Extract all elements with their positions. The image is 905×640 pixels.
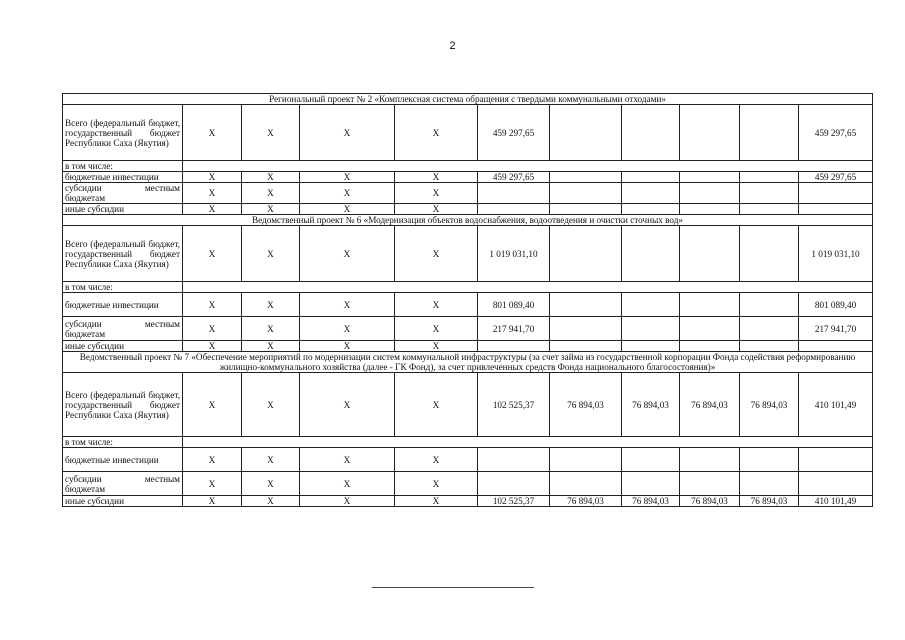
empty-cell xyxy=(183,161,873,172)
value-cell xyxy=(478,183,550,204)
other-subsidies-row xyxy=(63,496,873,507)
x-mark-cell: Х xyxy=(183,293,242,317)
x-mark-cell: Х xyxy=(242,293,300,317)
value-cell: 76 894,03 xyxy=(680,373,740,437)
x-mark-cell: Х xyxy=(242,183,300,204)
value-cell xyxy=(740,172,799,183)
x-mark-cell: Х xyxy=(395,226,478,282)
x-mark-cell: Х xyxy=(395,496,478,507)
value-cell: 76 894,03 xyxy=(550,496,622,507)
x-mark-cell: Х xyxy=(300,226,395,282)
empty-cell xyxy=(183,437,873,448)
row-label: бюджетные инвестиции xyxy=(63,172,183,183)
row-label: в том числе: xyxy=(63,282,183,293)
including-row xyxy=(63,282,873,293)
including-row xyxy=(63,437,873,448)
x-mark-cell: Х xyxy=(300,373,395,437)
x-mark-cell: Х xyxy=(183,226,242,282)
x-mark-cell: Х xyxy=(183,373,242,437)
value-cell xyxy=(550,105,622,161)
x-mark-cell: Х xyxy=(300,105,395,161)
total-value-cell xyxy=(799,472,873,496)
row-label: бюджетные инвестиции xyxy=(63,293,183,317)
x-mark-cell: Х xyxy=(395,317,478,341)
x-mark-cell: Х xyxy=(300,448,395,472)
value-cell xyxy=(622,472,680,496)
x-mark-cell: Х xyxy=(300,204,395,215)
value-cell: 102 525,37 xyxy=(478,496,550,507)
value-cell xyxy=(622,341,680,352)
value-cell xyxy=(680,204,740,215)
value-cell xyxy=(680,472,740,496)
section-header-row xyxy=(63,352,873,373)
row-label: субсидии местным бюджетам xyxy=(63,472,183,496)
x-mark-cell: Х xyxy=(300,293,395,317)
section-header-row xyxy=(63,215,873,226)
row-label: иные субсидии xyxy=(63,341,183,352)
section-header: Ведомственный проект № 7 «Обеспечение мероприятий по модернизации систем коммунальной инфраструктуры (за счет займа из государственной корпорации Фонда содействия реформированию жилищно-коммунального хозяйства (далее - ГК Фонд), за счет привлеченных средств Фонда национального благосостояния)» xyxy=(63,352,873,373)
value-cell xyxy=(550,472,622,496)
total-row xyxy=(63,373,873,437)
row-label: в том числе: xyxy=(63,161,183,172)
value-cell xyxy=(622,105,680,161)
x-mark-cell: Х xyxy=(183,472,242,496)
row-label: субсидии местным бюджетам xyxy=(63,317,183,341)
value-cell xyxy=(550,172,622,183)
budget-investments-row xyxy=(63,172,873,183)
value-cell: 76 894,03 xyxy=(740,496,799,507)
value-cell xyxy=(550,204,622,215)
x-mark-cell: Х xyxy=(183,105,242,161)
value-cell xyxy=(478,448,550,472)
total-value-cell xyxy=(799,448,873,472)
value-cell: 76 894,03 xyxy=(550,373,622,437)
value-cell: 1 019 031,10 xyxy=(478,226,550,282)
value-cell xyxy=(550,341,622,352)
x-mark-cell: Х xyxy=(300,341,395,352)
x-mark-cell: Х xyxy=(300,317,395,341)
value-cell xyxy=(740,448,799,472)
row-label: бюджетные инвестиции xyxy=(63,448,183,472)
x-mark-cell: Х xyxy=(395,172,478,183)
value-cell xyxy=(550,226,622,282)
x-mark-cell: Х xyxy=(395,204,478,215)
x-mark-cell: Х xyxy=(395,293,478,317)
total-value-cell xyxy=(799,204,873,215)
total-value-cell: 217 941,70 xyxy=(799,317,873,341)
value-cell xyxy=(680,105,740,161)
value-cell xyxy=(740,317,799,341)
value-cell xyxy=(622,293,680,317)
x-mark-cell: Х xyxy=(300,472,395,496)
row-label: в том числе: xyxy=(63,437,183,448)
value-cell xyxy=(680,226,740,282)
total-value-cell xyxy=(799,341,873,352)
value-cell xyxy=(478,341,550,352)
total-row xyxy=(63,105,873,161)
row-label: субсидии местным бюджетам xyxy=(63,183,183,204)
x-mark-cell: Х xyxy=(242,204,300,215)
total-value-cell: 1 019 031,10 xyxy=(799,226,873,282)
other-subsidies-row xyxy=(63,204,873,215)
x-mark-cell: Х xyxy=(242,472,300,496)
local-subsidies-row xyxy=(63,317,873,341)
value-cell xyxy=(622,172,680,183)
other-subsidies-row xyxy=(63,341,873,352)
value-cell: 801 089,40 xyxy=(478,293,550,317)
value-cell xyxy=(622,204,680,215)
value-cell xyxy=(550,293,622,317)
row-label: иные субсидии xyxy=(63,496,183,507)
x-mark-cell: Х xyxy=(395,105,478,161)
total-row xyxy=(63,226,873,282)
value-cell xyxy=(740,105,799,161)
x-mark-cell: Х xyxy=(183,172,242,183)
x-mark-cell: Х xyxy=(242,496,300,507)
value-cell xyxy=(680,341,740,352)
value-cell xyxy=(550,317,622,341)
x-mark-cell: Х xyxy=(242,373,300,437)
value-cell xyxy=(478,204,550,215)
value-cell xyxy=(622,183,680,204)
x-mark-cell: Х xyxy=(395,183,478,204)
row-label: Всего (федеральный бюджет, государственный бюджет Республики Саха (Якутия) xyxy=(63,373,183,437)
x-mark-cell: Х xyxy=(242,317,300,341)
value-cell xyxy=(740,341,799,352)
value-cell xyxy=(740,226,799,282)
value-cell: 459 297,65 xyxy=(478,105,550,161)
including-row xyxy=(63,161,873,172)
value-cell: 76 894,03 xyxy=(622,496,680,507)
x-mark-cell: Х xyxy=(395,472,478,496)
x-mark-cell: Х xyxy=(395,448,478,472)
footnote-separator xyxy=(372,587,534,588)
x-mark-cell: Х xyxy=(242,341,300,352)
x-mark-cell: Х xyxy=(183,448,242,472)
budget-table xyxy=(62,93,873,507)
value-cell xyxy=(680,448,740,472)
value-cell xyxy=(740,183,799,204)
x-mark-cell: Х xyxy=(242,105,300,161)
total-value-cell: 801 089,40 xyxy=(799,293,873,317)
section-header: Ведомственный проект № 6 «Модернизация объектов водоснабжения, водоотведения и очистки сточных вод» xyxy=(63,215,873,226)
x-mark-cell: Х xyxy=(242,172,300,183)
x-mark-cell: Х xyxy=(242,448,300,472)
value-cell xyxy=(740,293,799,317)
value-cell: 76 894,03 xyxy=(622,373,680,437)
row-label: иные субсидии xyxy=(63,204,183,215)
page-number: 2 xyxy=(449,40,456,52)
x-mark-cell: Х xyxy=(183,317,242,341)
local-subsidies-row xyxy=(63,472,873,496)
x-mark-cell: Х xyxy=(395,341,478,352)
local-subsidies-row xyxy=(63,183,873,204)
x-mark-cell: Х xyxy=(183,341,242,352)
value-cell xyxy=(680,317,740,341)
x-mark-cell: Х xyxy=(395,373,478,437)
total-value-cell: 410 101,49 xyxy=(799,496,873,507)
total-value-cell: 459 297,65 xyxy=(799,172,873,183)
x-mark-cell: Х xyxy=(183,204,242,215)
value-cell xyxy=(622,226,680,282)
budget-investments-row xyxy=(63,448,873,472)
value-cell: 102 525,37 xyxy=(478,373,550,437)
value-cell xyxy=(680,183,740,204)
value-cell: 217 941,70 xyxy=(478,317,550,341)
x-mark-cell: Х xyxy=(183,496,242,507)
value-cell xyxy=(550,448,622,472)
x-mark-cell: Х xyxy=(300,496,395,507)
x-mark-cell: Х xyxy=(242,226,300,282)
value-cell: 459 297,65 xyxy=(478,172,550,183)
value-cell: 76 894,03 xyxy=(680,496,740,507)
value-cell xyxy=(680,172,740,183)
total-value-cell xyxy=(799,183,873,204)
x-mark-cell: Х xyxy=(300,172,395,183)
value-cell xyxy=(680,293,740,317)
x-mark-cell: Х xyxy=(183,183,242,204)
total-value-cell: 410 101,49 xyxy=(799,373,873,437)
section-header-row xyxy=(63,94,873,105)
value-cell xyxy=(740,204,799,215)
value-cell xyxy=(550,183,622,204)
value-cell xyxy=(622,317,680,341)
budget-investments-row xyxy=(63,293,873,317)
value-cell: 76 894,03 xyxy=(740,373,799,437)
section-header: Региональный проект № 2 «Комплексная система обращения с твердыми коммунальными отходами» xyxy=(63,94,873,105)
value-cell xyxy=(622,448,680,472)
row-label: Всего (федеральный бюджет, государственный бюджет Республики Саха (Якутия) xyxy=(63,105,183,161)
value-cell xyxy=(478,472,550,496)
empty-cell xyxy=(183,282,873,293)
value-cell xyxy=(740,472,799,496)
row-label: Всего (федеральный бюджет, государственный бюджет Республики Саха (Якутия) xyxy=(63,226,183,282)
total-value-cell: 459 297,65 xyxy=(799,105,873,161)
x-mark-cell: Х xyxy=(300,183,395,204)
